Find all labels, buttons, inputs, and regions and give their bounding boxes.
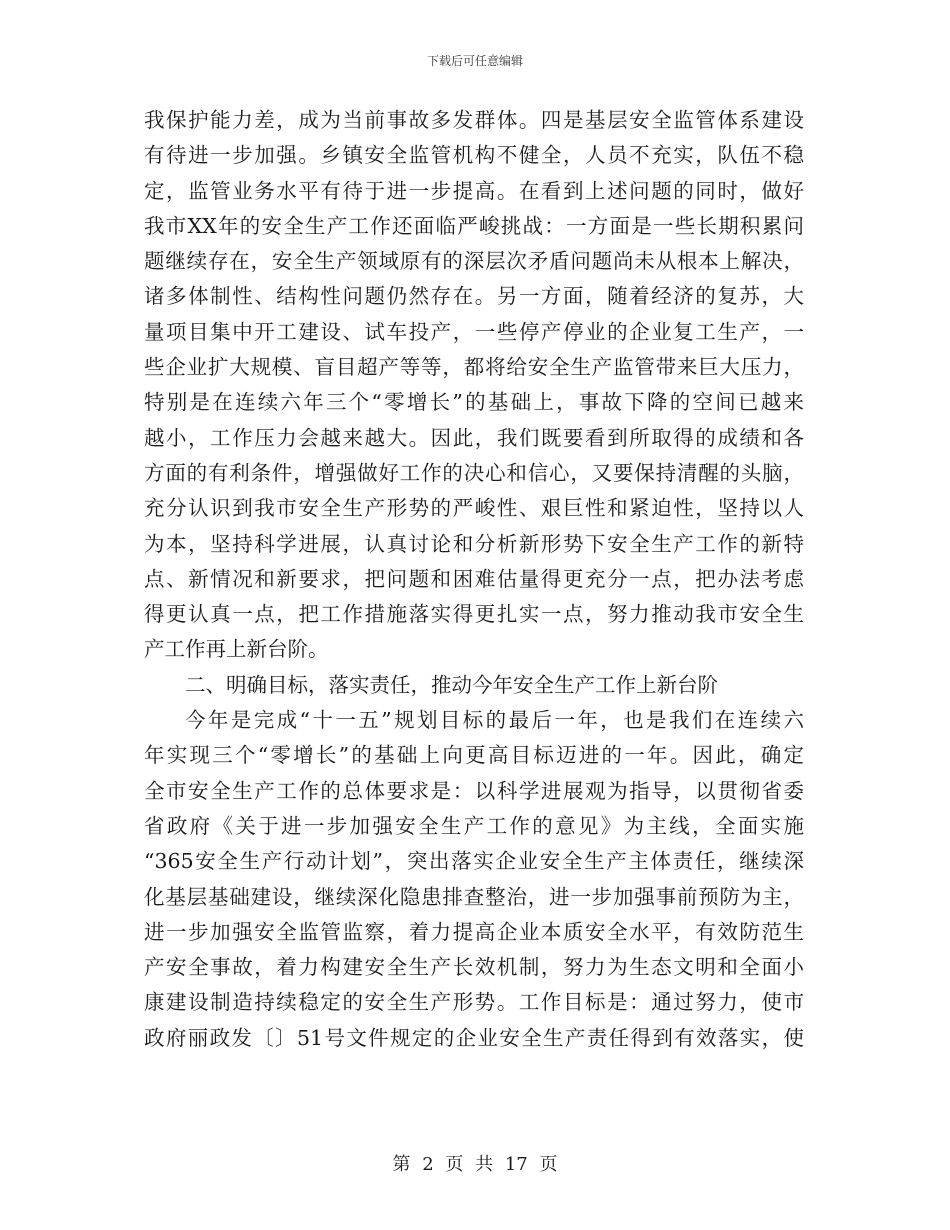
text-line: 年实现三个“零增长”的基础上向更高目标迈进的一年。因此，确定	[144, 743, 804, 768]
text-line: 康建设制造持续稳定的安全生产形势。工作目标是：通过努力，使市	[144, 990, 804, 1015]
text-line: 进一步加强安全监管监察，着力提高企业本质安全水平，有效防范生	[144, 919, 804, 944]
text-line: 我保护能力差，成为当前事故多发群体。四是基层安全监管体系建设	[144, 108, 804, 132]
text-line: 今年是完成“十一五”规划目标的最后一年，也是我们在连续六	[185, 708, 804, 733]
text-line: 充分认识到我市安全生产形势的严峻性、艰巨性和紧迫性，坚持以人	[144, 496, 804, 521]
text-line: “365安全生产行动计划”，突出落实企业安全生产主体责任，继续深	[144, 849, 804, 874]
text-line: 得更认真一点，把工作措施落实得更扎实一点，努力推动我市安全生	[144, 602, 804, 627]
text-line: 点、新情况和新要求，把问题和困难估量得更充分一点，把办法考虑	[144, 566, 804, 591]
page-header-note: 下载后可任意编辑	[426, 54, 523, 68]
page-number: 第 2 页 共 17 页	[392, 1154, 558, 1175]
text-line: 越小，工作压力会越来越大。因此，我们既要看到所取得的成绩和各	[144, 425, 804, 450]
paragraph-2	[144, 703, 804, 1056]
text-line: 产安全事故，着力构建安全生产长效机制，努力为生态文明和全面小	[144, 955, 804, 980]
text-line: 些企业扩大规模、盲目超产等等，都将给安全生产监管带来巨大压力，	[144, 355, 804, 380]
text-line: 省政府《关于进一步加强安全生产工作的意见》为主线，全面实施	[144, 813, 804, 838]
section-heading-text: 二、明确目标，落实责任，推动今年安全生产工作上新台阶	[185, 672, 718, 697]
section-heading	[144, 668, 804, 703]
text-line: 诸多体制性、结构性问题仍然存在。另一方面，随着经济的复苏，大	[144, 284, 804, 309]
paragraph-1	[144, 103, 804, 668]
text-line: 为本，坚持科学进展，认真讨论和分析新形势下安全生产工作的新特	[144, 531, 804, 556]
text-line: 特别是在连续六年三个“零增长”的基础上，事故下降的空间已越来	[144, 390, 804, 415]
text-line: 政府丽政发〔〕51号文件规定的企业安全生产责任得到有效落实，使	[144, 1025, 804, 1050]
document-body	[144, 103, 804, 1056]
text-line: 产工作再上新台阶。	[144, 637, 329, 662]
text-line: 化基层基础建设，继续深化隐患排查整治，进一步加强事前预防为主，	[144, 884, 804, 909]
text-line: 全市安全生产工作的总体要求是：以科学进展观为指导，以贯彻省委	[144, 778, 804, 803]
text-line: 量项目集中开工建设、试车投产，一些停产停业的企业复工生产，一	[144, 319, 804, 344]
text-line: 方面的有利条件，增强做好工作的决心和信心，又要保持清醒的头脑，	[144, 460, 804, 485]
text-line: 有待进一步加强。乡镇安全监管机构不健全，人员不充实，队伍不稳	[144, 143, 804, 168]
text-line: 定，监管业务水平有待于进一步提高。在看到上述问题的同时，做好	[144, 178, 804, 203]
text-line: 我市XX年的安全生产工作还面临严峻挑战：一方面是一些长期积累问	[144, 213, 804, 238]
text-line: 题继续存在，安全生产领域原有的深层次矛盾问题尚未从根本上解决，	[144, 249, 804, 274]
